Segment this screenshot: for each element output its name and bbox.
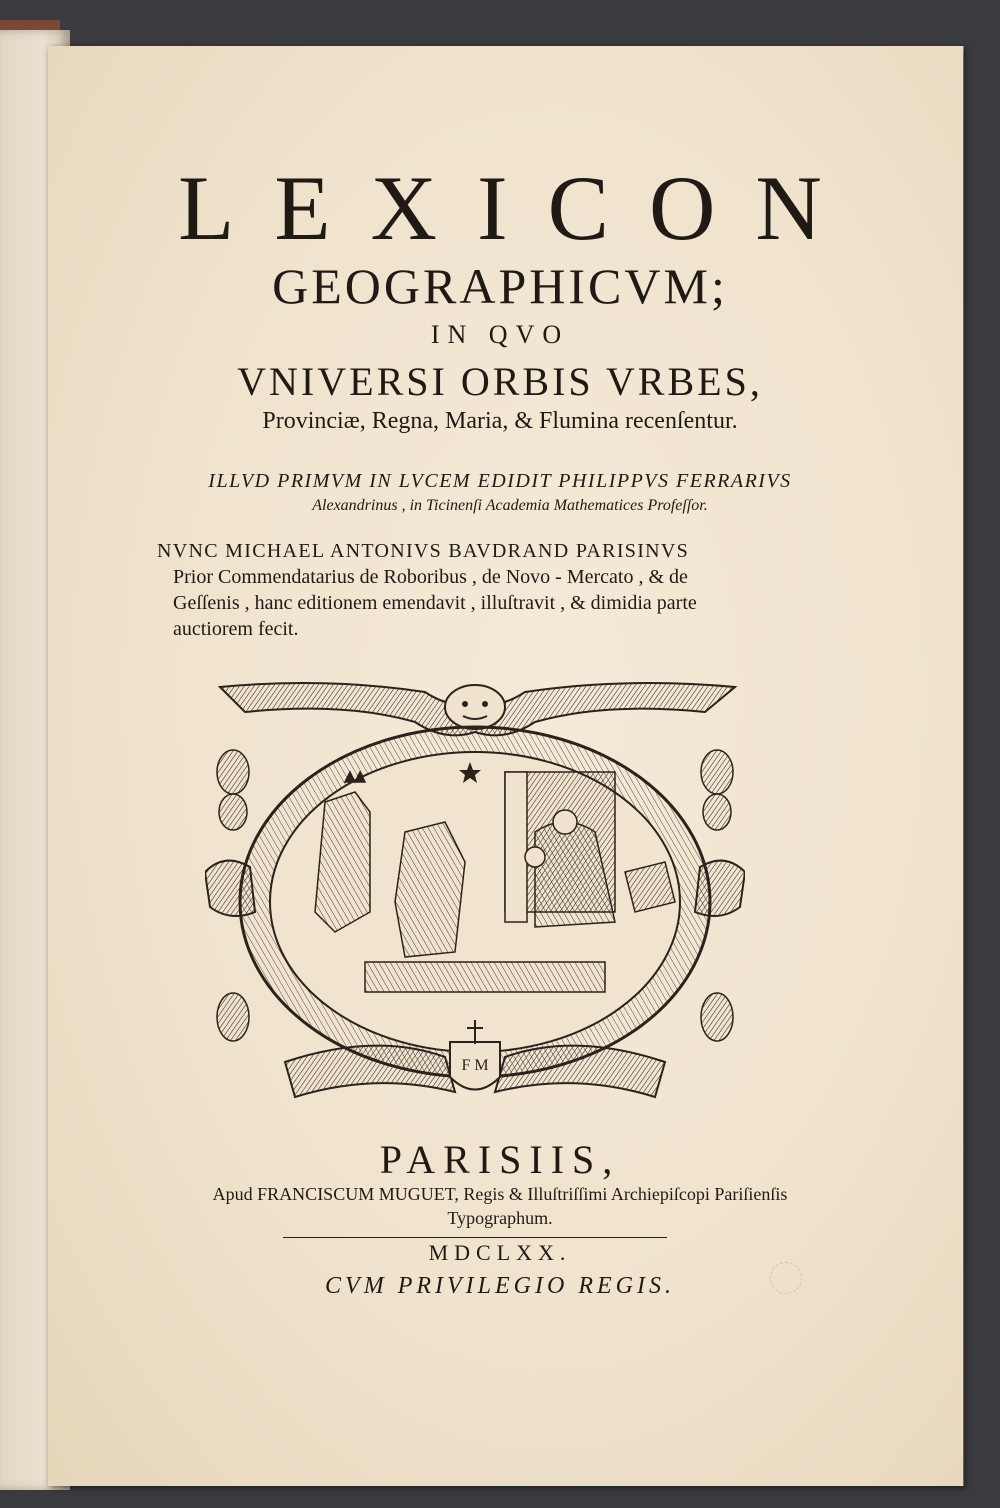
in-quo-line: IN QVO xyxy=(430,320,570,349)
provinciae-line: Provinciæ, Regna, Maria, & Flumina recenſentur. xyxy=(262,408,738,434)
editor-line-1: Prior Commendatarius de Roboribus , de Novo - Mercato , & de xyxy=(173,566,688,588)
privilege-statement: CVM PRIVILEGIO REGIS. xyxy=(325,1273,675,1299)
universi-line: VNIVERSI ORBIS VRBES, xyxy=(237,359,763,404)
editor-name-line: NVNC MICHAEL ANTONIVS BAVDRAND PARISINVS xyxy=(157,540,690,562)
imprint-printer-title: Typographum. xyxy=(447,1208,553,1228)
device-monogram: F M xyxy=(461,1057,489,1074)
imprint-place: PARISIIS, xyxy=(379,1137,621,1182)
editor-line-2: Geſſenis , hanc editionem emendavit , illuſtravit , & dimidia parte xyxy=(173,592,697,614)
first-author-line: ILLVD PRIMVM IN LVCEM EDIDIT PHILIPPVS FERRARIVS xyxy=(208,470,792,492)
first-author-affiliation: Alexandrinus , in Ticinenſi Academia Mathematices Profeſſor. xyxy=(312,497,708,514)
printers-device-woodcut xyxy=(205,672,745,1112)
library-stamp xyxy=(770,1262,802,1294)
editor-line-3: auctiorem fecit. xyxy=(173,618,299,640)
book-subtitle: GEOGRAPHICVM; xyxy=(272,258,728,314)
imprint-printer: Apud FRANCISCUM MUGUET, Regis & Illuſtriſſimi Archiepiſcopi Pariſienſis xyxy=(212,1184,788,1204)
book-title: LEXICON xyxy=(178,157,862,259)
editor-statement xyxy=(157,538,797,642)
imprint-date: MDCLXX. xyxy=(428,1240,572,1265)
